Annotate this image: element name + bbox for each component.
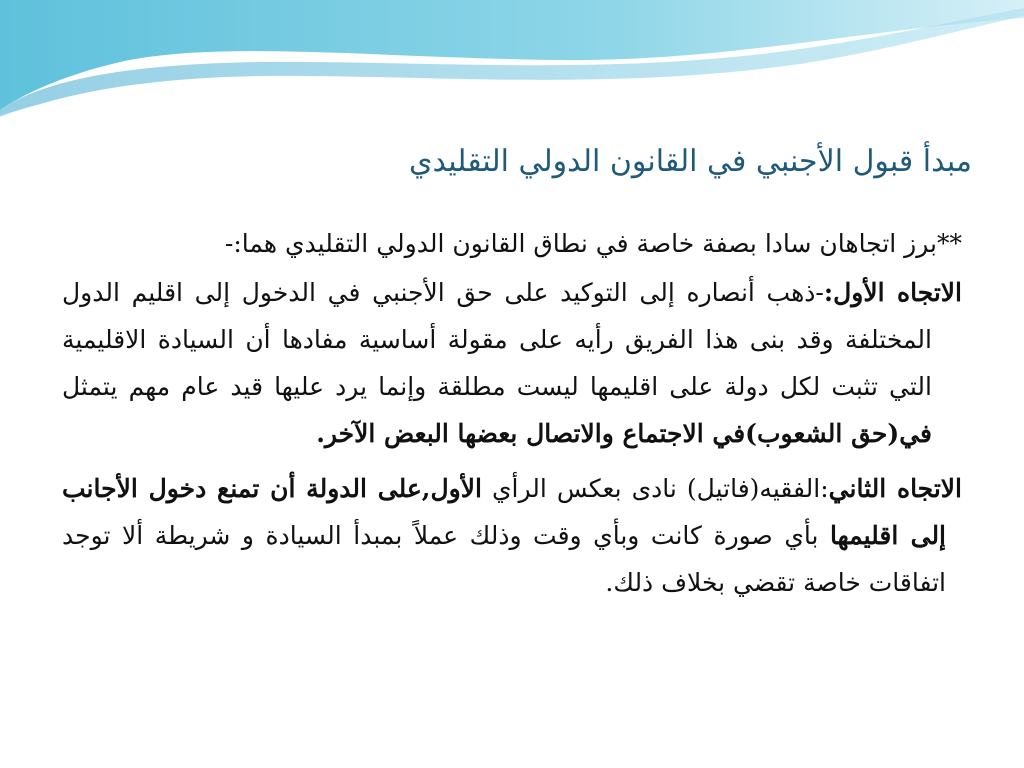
second-trend-text-1: :الفقيه(فاتيل) نادى بعكس الرأي: [481, 474, 829, 503]
decorative-wave-header: [0, 0, 1024, 125]
second-trend-text-2: بأي صورة كانت وبأي وقت وذلك عملاً بمبدأ السيادة و شريطة ألا توجد اتفاقات خاصة تقضي بخلاف ذلك.: [62, 521, 946, 597]
second-trend-label: الاتجاه الثاني: [828, 474, 962, 503]
slide-body: [62, 220, 962, 608]
first-trend-paragraph: [62, 269, 962, 457]
second-trend-bold: الأول,على الدولة أن تمنع دخول الأجانب إلى اقليمها: [62, 474, 947, 550]
first-trend-label: الاتجاه الأول:: [823, 278, 962, 307]
intro-paragraph: **برز اتجاهان سادا بصفة خاصة في نطاق القانون الدولي التقليدي هما:-: [224, 229, 962, 258]
slide-title: مبدأ قبول الأجنبي في القانون الدولي التقليدي: [409, 144, 972, 179]
first-trend-text: -ذهب أنصاره إلى التوكيد على حق الأجنبي في الدخول إلى اقليم الدول المختلفة وقد بنى هذا الفريق رأيه على مقولة أساسية مفادها أن السيادة الاقليمية التي تثبت لكل دولة على اقليمها ليست مطلقة وإنما يرد عليها قيد عام مهم يتمثل: [62, 278, 932, 401]
second-trend-paragraph: [62, 465, 962, 606]
first-trend-bold-end: في(حق الشعوب)في الاجتماع والاتصال بعضها البعض الآخر.: [316, 419, 932, 448]
